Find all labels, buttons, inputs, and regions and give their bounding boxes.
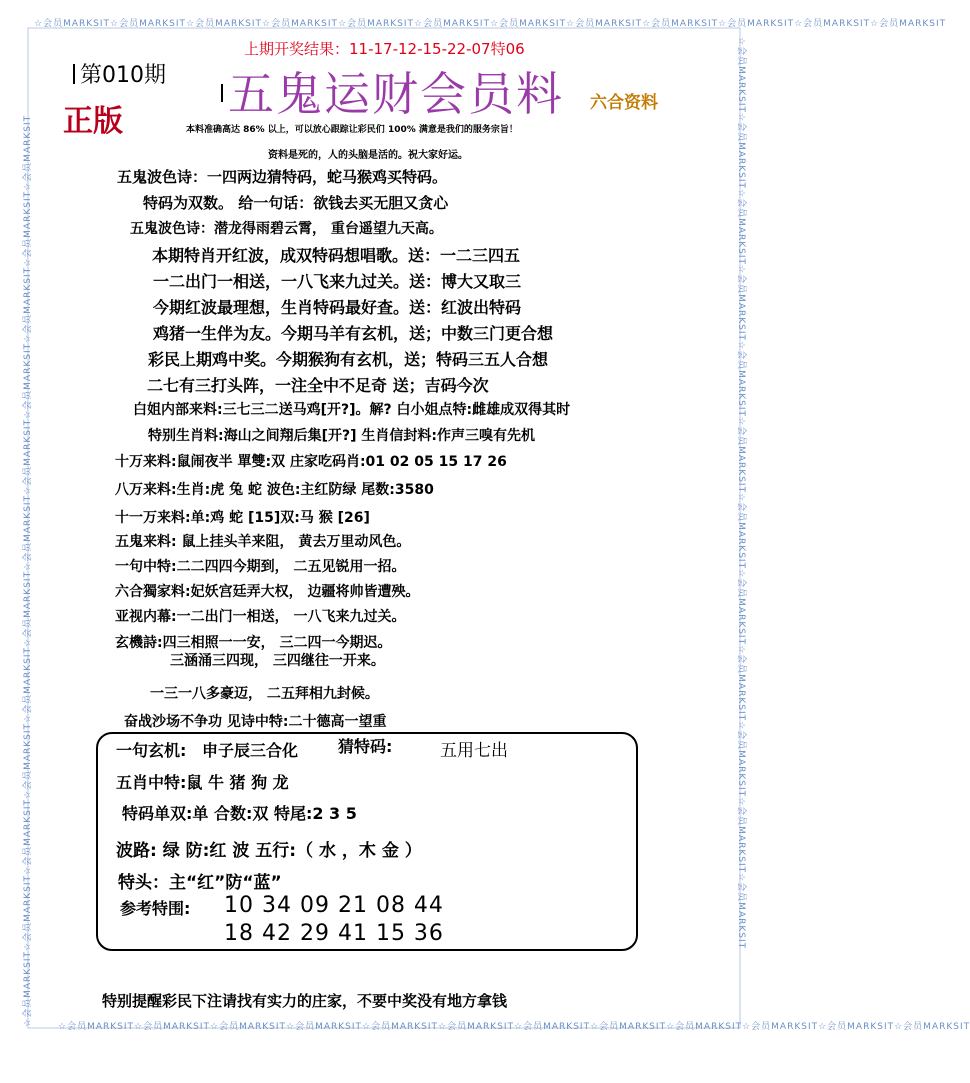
line-20: 三涵涌三四现， 三四继往一开来。 <box>170 653 385 669</box>
border-text-bottom: ☆会员MARKSIT☆会员MARKSIT☆会员MARKSIT☆会员MARKSIT☆会员MARKSIT☆会员MARKSIT☆会员MARKSIT☆会员MARKSIT☆会员MARKSIT☆会员MARKSIT☆会员MARKSIT☆会员MARKSIT <box>58 1022 970 1032</box>
line-18: 亚视内幕:一二出门一相送， 一八飞来九过关。 <box>115 609 406 625</box>
liuhe-label: 六合资料 <box>590 93 658 113</box>
line-16: 一句中特:二二四四今期到， 二五见锐用一招。 <box>115 559 406 575</box>
last-result: 上期开奖结果：11-17-12-15-22-07特06 <box>244 40 525 58</box>
line-21: 一三一八多豪迈， 二五拜相九封候。 <box>150 686 379 702</box>
line-1: 五鬼波色诗：一四两边猜特码，蛇马猴鸡买特码。 <box>117 168 448 186</box>
page-title: 五鬼运财会员料 <box>228 67 564 121</box>
line-8: 彩民上期鸡中奖。今期猴狗有玄机，送；特码三五人合想 <box>148 350 549 369</box>
box-guess-label: 猜特码: <box>338 737 393 756</box>
issue-number: 第010期 <box>80 63 166 88</box>
line-10: 白姐内部来料:三七三二送马鸡[开?]。解? 白小姐点特:雌雄成双得其时 <box>133 402 571 418</box>
box-guess-value: 五用七出 <box>440 741 508 761</box>
line-19: 玄機詩:四三相照一一安， 三二四一今期迟。 <box>115 635 392 651</box>
title-bar <box>221 84 223 102</box>
line-5: 一二出门一相送，一八飞来九过关。送：博大又取三 <box>153 272 522 291</box>
line-12: 十万来料:鼠闹夜半 單雙:双 庄家吃码肖:01 02 05 15 17 26 <box>115 454 507 470</box>
line-17: 六合獨家料:妃妖宫廷弄大权， 边疆将帅皆遭殃。 <box>115 584 420 600</box>
luck-note: 资料是死的，人的头脑是活的。祝大家好运。 <box>268 150 468 161</box>
accuracy-note: 本料准确高达 86% 以上，可以放心跟踪让彩民们 100% 满意是我们的服务宗旨！ <box>186 125 518 135</box>
footer-reminder: 特别提醒彩民下注请找有实力的庄家，不要中奖没有地方拿钱 <box>102 992 508 1010</box>
box-mystery-label: 一句玄机: <box>116 741 187 760</box>
line-6: 今期红波最理想，生肖特码最好查。送：红波出特码 <box>153 298 522 317</box>
border-text-top: ☆会员MARKSIT☆会员MARKSIT☆会员MARKSIT☆会员MARKSIT☆会员MARKSIT☆会员MARKSIT☆会员MARKSIT☆会员MARKSIT☆会员MARKSIT☆会员MARKSIT☆会员MARKSIT☆会员MARKSIT <box>34 19 947 29</box>
box-head: 特头：主“红”防“蓝” <box>118 873 282 893</box>
line-15: 五鬼来料: 鼠上挂头羊来阻， 黄去万里动风色。 <box>115 534 411 550</box>
line-13: 八万来料:生肖:虎 兔 蛇 波色:主红防绿 尾数:3580 <box>115 482 434 498</box>
line-14: 十一万来料:单:鸡 蛇 [15]双:马 猴 [26] <box>115 510 370 526</box>
box-five-zodiac: 五肖中特:鼠 牛 猪 狗 龙 <box>116 773 289 792</box>
box-mystery-value: 申子辰三合化 <box>202 741 299 760</box>
line-9: 二七有三打头阵，一注全中不足奇 送；吉码今次 <box>147 376 489 395</box>
genuine-label: 正版 <box>63 104 123 139</box>
box-wave-path: 波路: 绿 防:红 波 五行:（ 水 ，木 金 ） <box>116 841 422 861</box>
border-text-right: ☆会员MARKSIT☆会员MARKSIT☆会员MARKSIT☆会员MARKSIT☆会员MARKSIT☆会员MARKSIT☆会员MARKSIT☆会员MARKSIT☆会员MARKSIT☆会员MARKSIT☆会员MARKSIT☆会员MARKSIT <box>736 37 746 950</box>
box-range-label: 参考特围: <box>120 899 191 918</box>
line-4: 本期特肖开红波，成双特码想唱歌。送：一二三四五 <box>152 246 521 265</box>
line-11: 特别生肖料:海山之间翔后集[开?] 生肖信封料:作声三嗅有先机 <box>148 428 535 444</box>
line-7: 鸡猪一生伴为友。今期马羊有玄机，送；中数三门更合想 <box>153 324 554 343</box>
box-range-row-1: 10 34 09 21 08 44 <box>224 893 444 918</box>
box-odd-even: 特码单双:单 合数:双 特尾:2 3 5 <box>122 804 357 823</box>
line-2: 特码为双数。 给一句话：欲钱去买无胆又贪心 <box>143 194 449 212</box>
border-text-left: ☆会员MARKSIT☆会员MARKSIT☆会员MARKSIT☆会员MARKSIT☆会员MARKSIT☆会员MARKSIT☆会员MARKSIT☆会员MARKSIT☆会员MARKSIT☆会员MARKSIT☆会员MARKSIT☆会员MARKSIT <box>23 114 33 1027</box>
box-range-row-2: 18 42 29 41 15 36 <box>224 921 444 946</box>
issue-bar <box>73 64 75 84</box>
line-3: 五鬼波色诗：潜龙得雨碧云霄， 重台遥望九天高。 <box>130 221 443 237</box>
line-22: 奋战沙场不争功 见诗中特:二十德高一望重 <box>124 714 387 730</box>
